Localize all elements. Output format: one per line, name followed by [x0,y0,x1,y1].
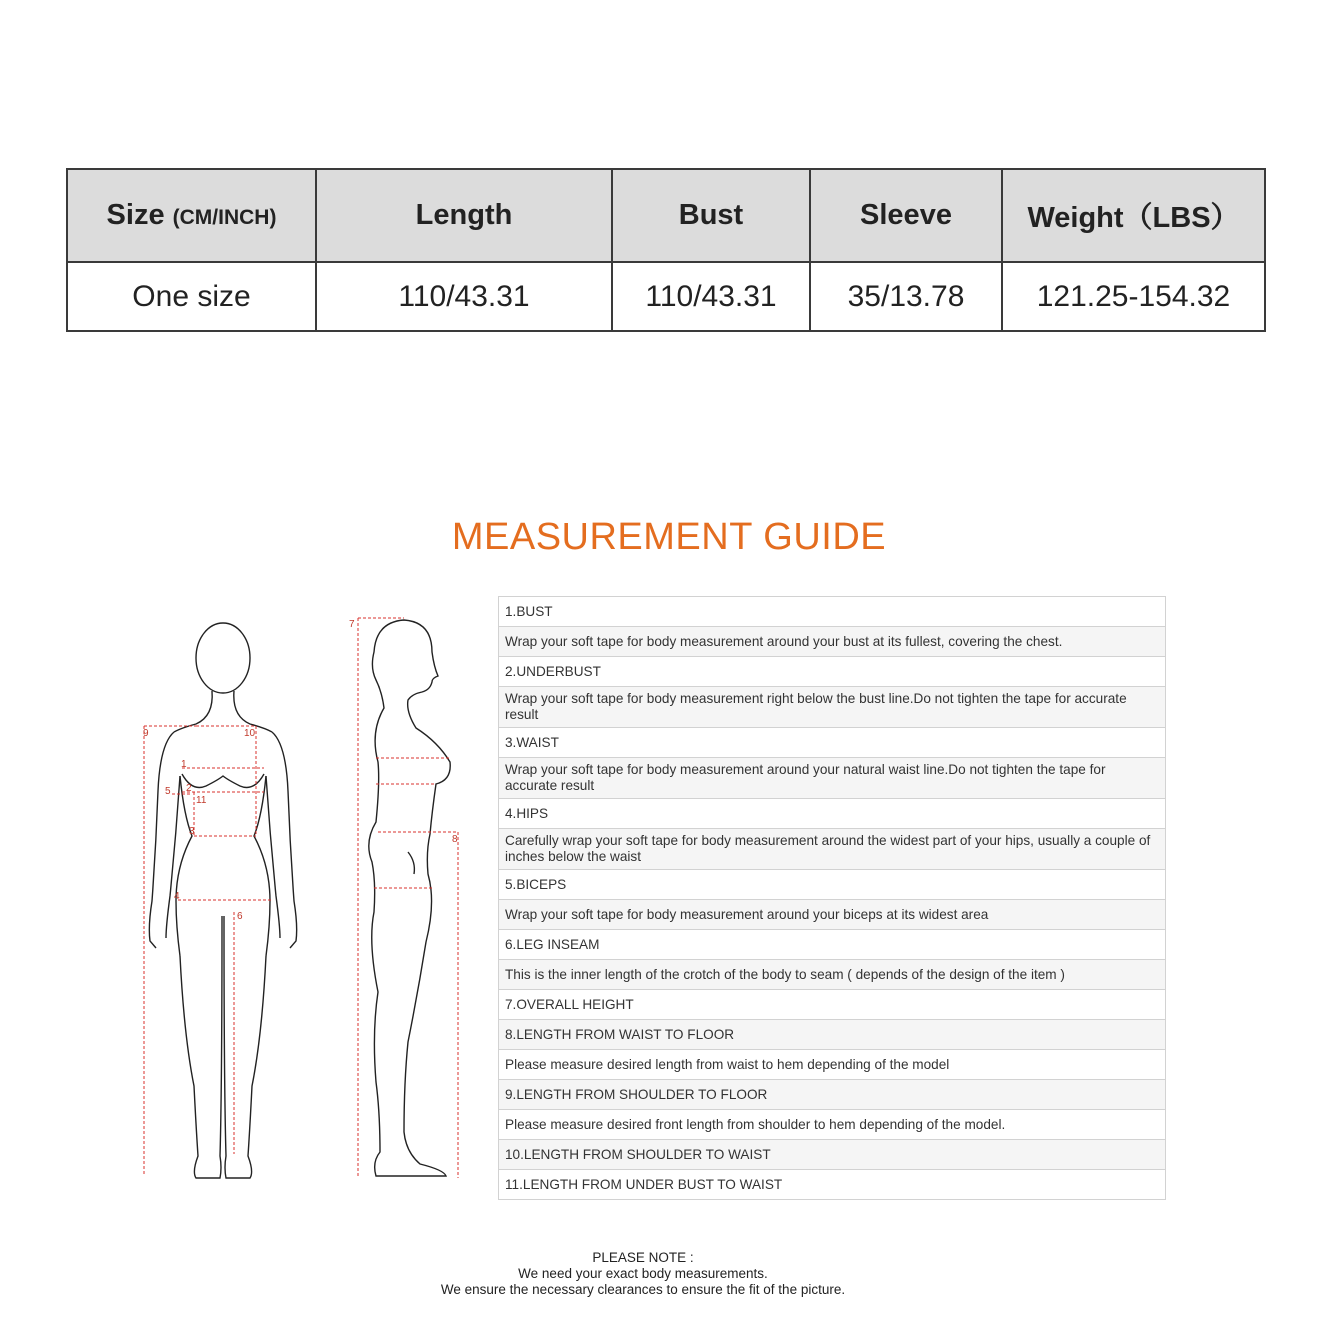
front-label-3: 3 [189,826,195,837]
guide-row [499,1140,1166,1170]
front-label-1: 1 [181,759,187,770]
guide-text-bust: Wrap your soft tape for body measurement around your bust at its fullest, covering the chest. [499,627,1166,657]
guide-row [499,597,1166,627]
guide-row [499,657,1166,687]
side-body-figure [346,612,468,1186]
please-note [0,1250,1286,1298]
guide-heading-biceps: 5.BICEPS [499,870,1166,900]
guide-row [499,829,1166,870]
cell-length: 110/43.31 [316,262,612,331]
guide-row [499,758,1166,799]
measurement-guide-title: MEASUREMENT GUIDE [451,516,887,558]
front-label-10: 10 [244,728,256,739]
cell-bust: 110/43.31 [612,262,810,331]
guide-row [499,1170,1166,1200]
cell-sleeve: 35/13.78 [810,262,1002,331]
guide-row [499,1080,1166,1110]
guide-row [499,930,1166,960]
guide-row [499,728,1166,758]
guide-text-underbust: Wrap your soft tape for body measurement right below the bust line.Do not tighten the tape for accurate result [499,687,1166,728]
guide-text-hips: Carefully wrap your soft tape for body measurement around the widest part of your hips, usually a couple of inches below the waist [499,829,1166,870]
size-table [66,168,1266,332]
header-sleeve: Sleeve [810,169,1002,262]
guide-heading-overall-height: 7.OVERALL HEIGHT [499,990,1166,1020]
size-table-row [67,262,1265,331]
header-size [67,169,316,262]
cell-size: One size [67,262,316,331]
guide-row [499,1020,1166,1050]
note-line-1: We need your exact body measurements. [518,1266,768,1281]
front-label-6: 6 [237,911,243,922]
header-length: Length [316,169,612,262]
guide-heading-underbust-to-waist: 11.LENGTH FROM UNDER BUST TO WAIST [499,1170,1166,1200]
guide-row [499,1110,1166,1140]
header-weight: Weight（LBS） [1002,169,1265,262]
guide-row [499,687,1166,728]
guide-text-leg-inseam: This is the inner length of the crotch of the body to seam ( depends of the design of the item ) [499,960,1166,990]
front-label-5: 5 [165,786,171,797]
front-label-9: 9 [143,728,149,739]
guide-heading-bust: 1.BUST [499,597,1166,627]
guide-text-biceps: Wrap your soft tape for body measurement around your biceps at its widest area [499,900,1166,930]
note-line-2: We ensure the necessary clearances to ensure the fit of the picture. [440,1282,846,1297]
cell-weight: 121.25-154.32 [1002,262,1265,331]
guide-text-waist: Wrap your soft tape for body measurement around your natural waist line.Do not tighten the tape for accurate result [499,758,1166,799]
header-size-unit: (CM/INCH) [172,206,277,229]
guide-heading-shoulder-to-waist: 10.LENGTH FROM SHOULDER TO WAIST [499,1140,1166,1170]
guide-text-shoulder-to-floor: Please measure desired front length from shoulder to hem depending of the model. [499,1110,1166,1140]
guide-row [499,990,1166,1020]
guide-heading-waist-to-floor: 8.LENGTH FROM WAIST TO FLOOR [499,1020,1166,1050]
size-table-header-row [67,169,1265,262]
measurement-guide-table [498,596,1166,1200]
guide-heading-hips: 4.HIPS [499,799,1166,829]
side-label-8: 8 [452,834,458,845]
guide-heading-leg-inseam: 6.LEG INSEAM [499,930,1166,960]
guide-text-waist-to-floor: Please measure desired length from waist to hem depending of the model [499,1050,1166,1080]
front-label-11: 11 [196,795,207,806]
front-label-4: 4 [174,891,180,902]
guide-heading-underbust: 2.UNDERBUST [499,657,1166,687]
guide-heading-waist: 3.WAIST [499,728,1166,758]
guide-row [499,799,1166,829]
header-bust: Bust [612,169,810,262]
guide-row [499,1050,1166,1080]
guide-row [499,960,1166,990]
front-body-figure [136,616,306,1186]
guide-row [499,870,1166,900]
guide-row [499,627,1166,657]
side-label-7: 7 [349,619,355,630]
guide-heading-shoulder-to-floor: 9.LENGTH FROM SHOULDER TO FLOOR [499,1080,1166,1110]
header-size-label: Size [106,199,165,231]
note-heading: PLEASE NOTE : [592,1250,694,1265]
front-label-2: 2 [186,783,192,794]
guide-row [499,900,1166,930]
